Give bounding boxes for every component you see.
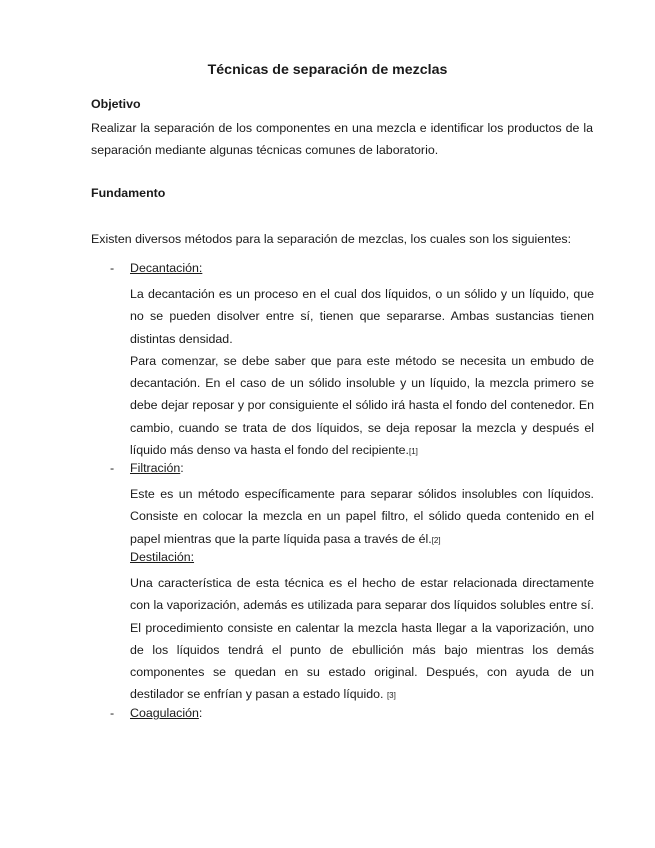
decantacion-label-text: Decantación: bbox=[130, 261, 203, 275]
coagulacion-label-text: Coagulación bbox=[130, 706, 199, 720]
destilacion-label bbox=[130, 550, 194, 564]
bullet-dash: - bbox=[110, 461, 115, 475]
coagulacion-label bbox=[130, 706, 202, 720]
bullet-dash: - bbox=[110, 706, 115, 720]
page-title: Técnicas de separación de mezclas bbox=[207, 62, 448, 78]
filtracion-paragraph bbox=[130, 483, 594, 552]
filtracion-label-text: Filtración bbox=[130, 461, 181, 475]
citation-2: [2] bbox=[431, 535, 441, 545]
destilacion-paragraph bbox=[130, 572, 594, 708]
citation-1: [1] bbox=[408, 447, 418, 457]
objetivo-heading: Objetivo bbox=[91, 97, 141, 111]
decantacion-paragraph-2 bbox=[130, 350, 594, 463]
fundamento-intro: Existen diversos métodos para la separación de mezclas, los cuales son los siguientes: bbox=[91, 232, 572, 246]
decantacion-paragraph-1: La decantación es un proceso en el cual dos líquidos, o un sólido y un líquido, que no se pueden disolver entre sí, tienen que separarse. Ambas sustancias tienen distintas densidad. bbox=[130, 287, 594, 346]
filtracion-body bbox=[130, 483, 594, 552]
decantacion-body bbox=[130, 283, 594, 463]
destilacion-paragraph-text: Una característica de esta técnica es el hecho de estar relacionada directamente con la vaporización, además es utilizada para separar dos líquidos solubles entre sí. El procedimiento consiste en calentar la mezcla hasta llegar a la vaporización, uno de los líquidos tendrá el punto de ebullición más bajo mientras los demás componentes se quedan en su estado original. Después, con ayuda de un destilador se enfrían y pasan a estado líquido. bbox=[130, 576, 594, 702]
coagulacion-colon: : bbox=[198, 706, 203, 720]
destilacion-label-text: Destilación: bbox=[130, 550, 195, 564]
destilacion-body bbox=[130, 572, 594, 708]
decantacion-paragraph-2-text: Para comenzar, se debe saber que para este método se necesita un embudo de decantación. En el caso de un sólido insoluble y un líquido, la mezcla primero se debe dejar reposar y por consiguiente el sólido irá hasta el fondo del contenedor. En cambio, cuando se trata de dos líquidos, se deja reposar la mezcla y después el líquido más denso va hasta el fondo del recipiente. bbox=[130, 353, 594, 458]
objetivo-text: Realizar la separación de los componentes en una mezcla e identificar los productos de la separación mediante algunas técnicas comunes de laboratorio. bbox=[91, 121, 593, 158]
filtracion-label bbox=[130, 461, 184, 475]
filtracion-paragraph-text: Este es un método específicamente para separar sólidos insolubles con líquidos. Consiste en colocar la mezcla en un papel filtro, el sólido queda contenido en el papel mientras que la parte líquida pasa a través de él. bbox=[130, 487, 594, 546]
fundamento-heading: Fundamento bbox=[91, 186, 166, 200]
decantacion-label bbox=[130, 261, 202, 275]
filtracion-colon: : bbox=[180, 461, 184, 475]
bullet-dash: - bbox=[110, 261, 115, 275]
citation-3: [3] bbox=[386, 691, 396, 701]
